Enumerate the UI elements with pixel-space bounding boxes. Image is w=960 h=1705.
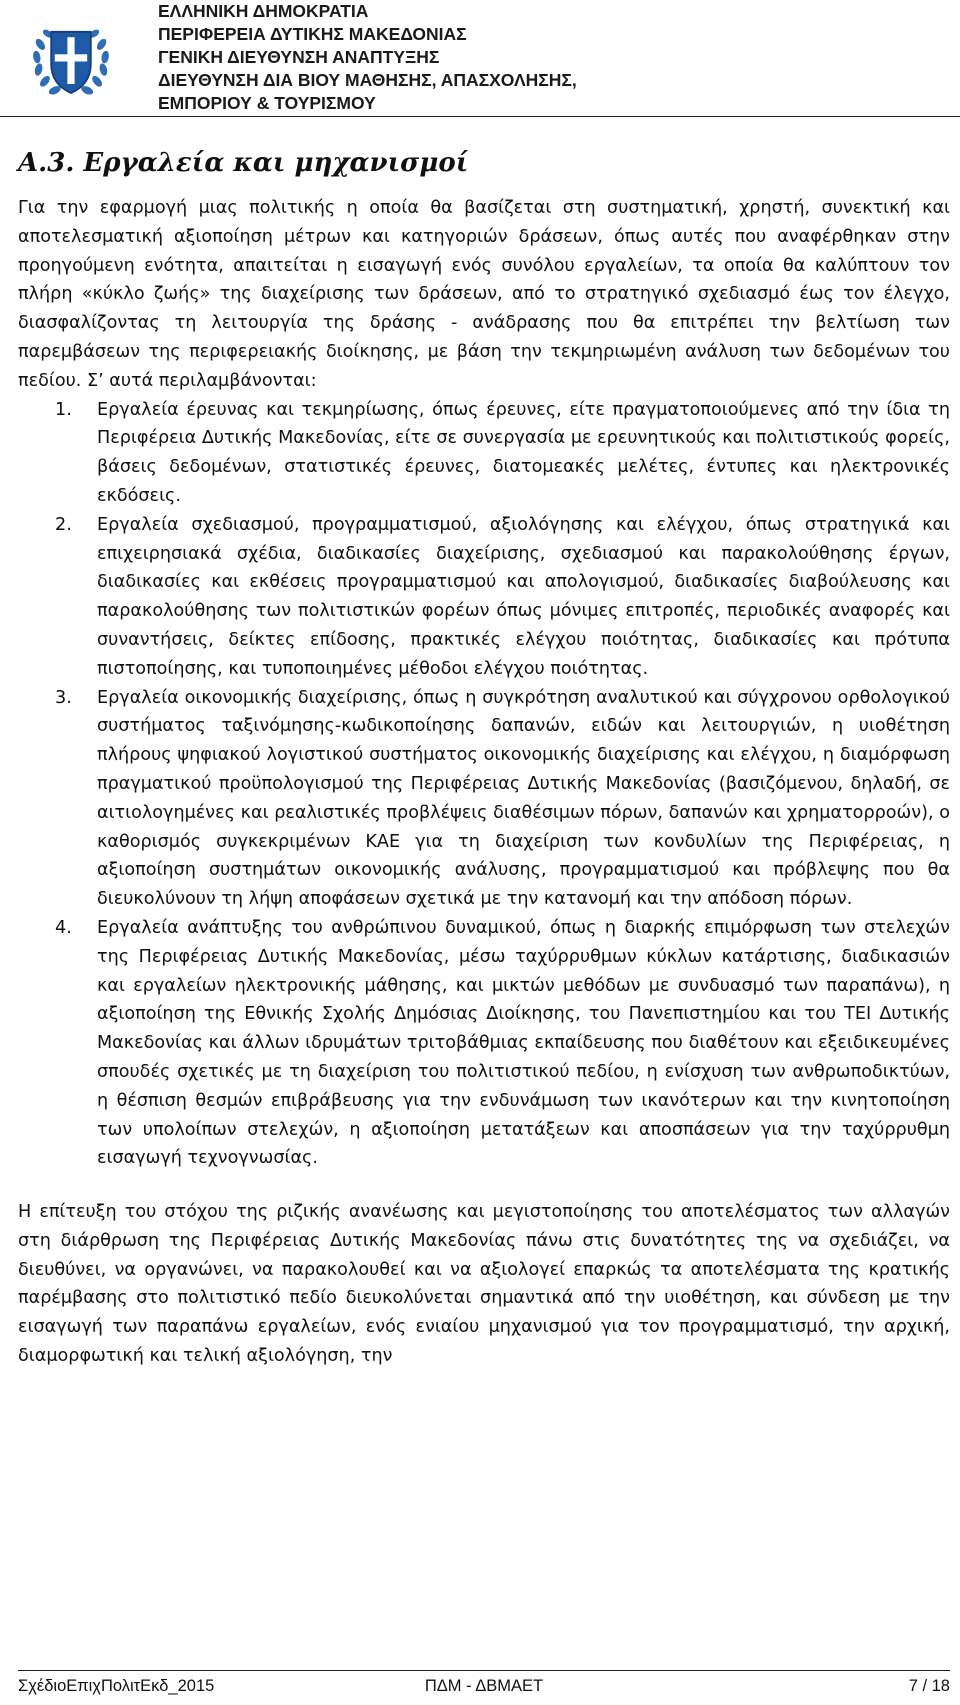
- header-line-directorate: ΔΙΕΥΘΥΝΣΗ ΔΙΑ ΒΙΟΥ ΜΑΘΗΣΗΣ, ΑΠΑΣΧΟΛΗΣΗΣ,: [158, 70, 577, 90]
- list-item-number: 4.: [55, 917, 72, 938]
- list-item-text: Εργαλεία σχεδιασμού, προγραμματισμού, αξιολόγησης και ελέγχου, όπως στρατηγικά και επιχειρησιακά σχέδια, διαδικασίες διαχείρισης, σχεδιασμού και παρακολούθησης έργων, διαδικασίες και εκθέσεις προγραμματισμού και απολογισμού, διαδικασίες διαβούλευσης και παρακολούθησης των πολιτιστικών φορέων όπως μόνιμες επιτροπές, περιοδικές αναφορές και συναντήσεις, δείκτες επίδοσης, πρακτικές ελέγχου ποιότητας, διαδικασίες και πρότυπα πιστοποίησης, και τυποποιημένες μέθοδοι ελέγχου ποιότητας.: [97, 514, 950, 679]
- document-header: [0, 0, 960, 116]
- footer-organization: ΠΔΜ - ΔΒΜΑΕΤ: [424, 1677, 544, 1695]
- section-title: Α.3. Εργαλεία και μηχανισμοί: [18, 148, 469, 178]
- list-item: [18, 914, 950, 1173]
- list-item: [18, 684, 950, 914]
- header-line-republic: ΕΛΛΗΝΙΚΗ ΔΗΜΟΚΡΑΤΙΑ: [158, 1, 369, 21]
- list-item: [18, 396, 950, 511]
- intro-paragraph: Για την εφαρμογή μιας πολιτικής η οποία θα βασίζεται στη συστηματική, χρηστή, συνεκτική και αποτελεσματική αξιοποίηση μέτρων και κατηγοριών δράσεων, όπως αυτές που αναφέρθηκαν στην προηγούμενη ενότητα, απαιτείται η εισαγωγή ενός συνόλου εργαλείων, τα οποία θα καλύπτουν τον πλήρη «κύκλο ζωής» της διαχείρισης των δράσεων, από το στρατηγικό σχεδιασμό έως τον έλεγχο, διασφαλίζοντας τη λειτουργία της δράσης - ανάδρασης που θα επιτρέπει την βελτίωση των παρεμβάσεων της περιφερειακής διοίκησης, με βάση την τεκμηριωμένη ανάλυση των δεδομένων του πεδίου. Σ’ αυτά περιλαμβάνονται:: [18, 198, 950, 391]
- list-item-number: 2.: [55, 514, 72, 535]
- list-item-number: 3.: [55, 687, 72, 708]
- footer-page-number: 7 / 18: [908, 1677, 950, 1695]
- header-line-region: ΠΕΡΙΦΕΡΕΙΑ ΔΥΤΙΚΗΣ ΜΑΚΕΔΟΝΙΑΣ: [158, 24, 467, 44]
- tools-list: [18, 396, 950, 1174]
- header-text-block: [158, 0, 577, 115]
- footer-document-name: ΣχέδιοΕπιχΠολιτΕκδ_2015: [18, 1677, 215, 1695]
- list-item-text: Εργαλεία οικονομικής διαχείρισης, όπως η συγκρότηση αναλυτικού και σύγχρονου ορθολογικού συστήματος ταξινόμησης-κωδικοποίησης δαπανών, ειδών και λειτουργιών, η υιοθέτηση πλήρους ψηφιακού λογιστικού συστήματος οικονομικής διαχείρισης και ελέγχου, η διαμόρφωση πραγματικού προϋπολογισμού της Περιφέρειας Δυτικής Μακεδονίας (βασιζόμενου, δηλαδή, σε αιτιολογημένες και ρεαλιστικές προβλέψεις διαθέσιμων πόρων, δαπανών και χρηματορροών), ο καθορισμός συγκεκριμένων ΚΑΕ για τη διαχείριση των κονδυλίων της Περιφέρειας, η αξιοποίηση συστημάτων οικονομικής ανάλυσης, προγραμματισμού και πρόβλεψης που θα διευκολύνουν τη λήψη αποφάσεων σχετικά με την κατανομή και την απόδοση πόρων.: [97, 687, 950, 910]
- document-body: [18, 146, 950, 1371]
- list-item-number: 1.: [55, 399, 72, 420]
- list-item-text: Εργαλεία ανάπτυξης του ανθρώπινου δυναμικού, όπως η διαρκής επιμόρφωση των στελεχών της Περιφέρειας Δυτικής Μακεδονίας, μέσω ταχύρρυθμων κύκλων κατάρτισης, διαδικασιών και εργαλείων ηλεκτρονικής μάθησης, και μικτών μεθόδων με συνδυασμό των παραπάνω), η αξιοποίηση της Εθνικής Σχολής Δημόσιας Διοίκησης, του Πανεπιστημίου και του ΤΕΙ Δυτικής Μακεδονίας και άλλων ιδρυμάτων τριτοβάθμιας εκπαίδευσης που διαθέτουν και εξειδικευμένες σπουδές σχετικές με τη διαχείριση του πολιτιστικού πεδίου, η ενίσχυση των ανθρωποδικτύων, η θέσπιση θεσμών επιβράβευσης για την ενδυνάμωση των ικανότερων και την κινητοποίηση των υπολοίπων στελεχών, η αξιοποίηση μετατάξεων και αποσπάσεων για την ταχύρρυθμη εισαγωγή τεχνογνωσίας.: [97, 917, 950, 1169]
- greek-coat-of-arms-icon: [26, 12, 116, 102]
- list-item-text: Εργαλεία έρευνας και τεκμηρίωσης, όπως έρευνες, είτε πραγματοποιούμενες από την ίδια τη Περιφέρεια Δυτικής Μακεδονίας, είτε σε συνεργασία με ερευνητικούς και πολιτιστικούς φορείς, βάσεις δεδομένων, στατιστικές έρευνες, διατομεακές μελέτες, έντυπες και ηλεκτρονικές εκδόσεις.: [97, 399, 950, 506]
- page-footer: [18, 1670, 950, 1697]
- header-divider: [0, 116, 960, 117]
- closing-paragraph: Η επίτευξη του στόχου της ριζικής ανανέωσης και μεγιστοποίησης του αποτελέσματος των αλλαγών στη διάρθρωση της Περιφέρειας Δυτικής Μακεδονίας πάνω στις δυνατότητες της να σχεδιάζει, να διευθύνει, να οργανώνει, να παρακολουθεί και να αξιολογεί επαρκώς τα αποτελέσματα της κρατικής παρέμβασης στο πολιτιστικό πεδίο διευκολύνεται σημαντικά από την υιοθέτηση, και σύνδεση με την εισαγωγή των παραπάνω εργαλείων, ενός ενιαίου μηχανισμού για τον προγραμματισμό, την αρχική, διαμορφωτική και τελική αξιολόγηση, την: [18, 1202, 950, 1367]
- list-item: [18, 511, 950, 684]
- header-line-general-directorate: ΓΕΝΙΚΗ ΔΙΕΥΘΥΝΣΗ ΑΝΑΠΤΥΞΗΣ: [158, 47, 440, 67]
- header-line-commerce-tourism: ΕΜΠΟΡΙΟΥ & ΤΟΥΡΙΣΜΟΥ: [158, 93, 376, 113]
